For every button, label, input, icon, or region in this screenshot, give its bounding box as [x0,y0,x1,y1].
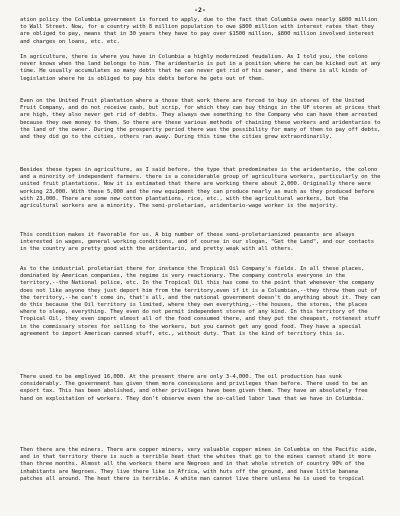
paragraph-oil-employment: There used to be employed 16,000. At the present there are only 3-4,000. The oil production has sunk considerably. The government has given them more concessions and privileges than before. There used to be an export tax. This has been abolished, and other privileges have been given them. They have an absolutely free hand on exploitation of workers. They don't observe even the so-called labor laws that we have in Columbia. [20,374,371,402]
paragraph-agricultural-workers: Besides these types in agriculture, as I said before, the type that predominates is the aridentario, the colono and a minority of independent farmers. there is a considerable group of agricultura workers, particularly on the united fruit plantations. Now it is estimated that there are working there about 2,000. Originally there were working 23,000. With these 5,000 and the new equipment they can produce nearly as much as they produced before with 23,000. There are some new cotton plantations, rice, etc., with the agricultural workers, but the agricultural workers are a minority. The semi-proletarian, aridentario-wage worker is the majority. [20,167,384,210]
paragraph-miners: Then there are the miners. There are copper miners, very valuable copper mines in Columbia on the Pacific side, and in that territory there is such a terrible heat that the whites that go to the mines cannot stand it more than three months. Almost all the workers there are Negroes and in that whole stretch of country 90% of the inhabitants are Negroes. They live there like in Africa, with huts off the ground, and have little banana patches all around. The heat there is terrible. A white man cannot live there unless he is used to tropical [20,447,381,482]
paragraph-semi-proletarian: This condition makes it favorable for us. A big number of these semi-proletarianized peasants are always interested in wages, general working conditions, and of course in our slogan, "Get the Land", and our contacts in the country are pretty good with the aridentario, and pretty weak with all others. [20,232,378,253]
paragraph-agriculture-feudalism: In agriculture, there is where you have in Columbia a highly modernized feudalism. As I told you, the colono never knows when the land belongs to him. The aridentario is put in a position where he can be kicked out at any time. He usually accumulates so many debts that he can never get rid of his owner, and there is all kinds of legislation where he is obliged to pay his debts before he gets out of them. [20,54,384,82]
paragraph-industrial-proletariat: As to the industrial proletariat there for instance the Tropical Oil Company's fields. In all these places, dominated by American companies, the regime is very reactionary. The company controls everyone in the territory,--the National police, etc. In the Tropical Oil this has come to the point that whenever the company does not like anyone they just deport him from the territory,even if it is a Columbian,--they throw them out of the territory,--he can't come in, that's all, and the national government doesn't do anything about it. They can do this because the Oil territory is limited, where they own everything,--the houses, the stores, the places where to sleep, everything. They even do not permit independent stores of any kind. In this territory of the Tropical Oil, they even import almost all of the food consumed there, and they put the cheapest, rottenest stuff in the commissary stores for selling to the workers, but you cannot get any good food. They have a special agreement to import American canned stuff, etc., without duty. That is the kind of territory this is. [20,266,384,337]
page-number: -2- [194,6,206,14]
paragraph-foreign-debt: ation policy the Columbia government is forced to apply, due to the fact that Columbia owes nearly $800 million to Wall Street. Now, for a country with 8 million population to owe $800 million with interest rates that they are obliged to pay, means that in 30 years they have to pay over $1500 million, $800 million involved interest and charges on loans, etc. etc. [20,17,381,45]
paragraph-united-fruit: Even on the United Fruit plantation where a those that work there are forced to buy in stores of the United Fruit Company, and do not receive cash, but scrip, for which they can buy things in the UF stores at prices that are high, they also never get rid of debts. They always owe something to the Company who can have them arrested because they owe money to them. So there are these various methods of chaining these workers and aridentarios to the land of the owner. During the prosperity period there was the possibility for many of them to pay off debts, and they did go to the cities, others ran away. During this time the cities grew extraordinarily. [20,98,384,141]
